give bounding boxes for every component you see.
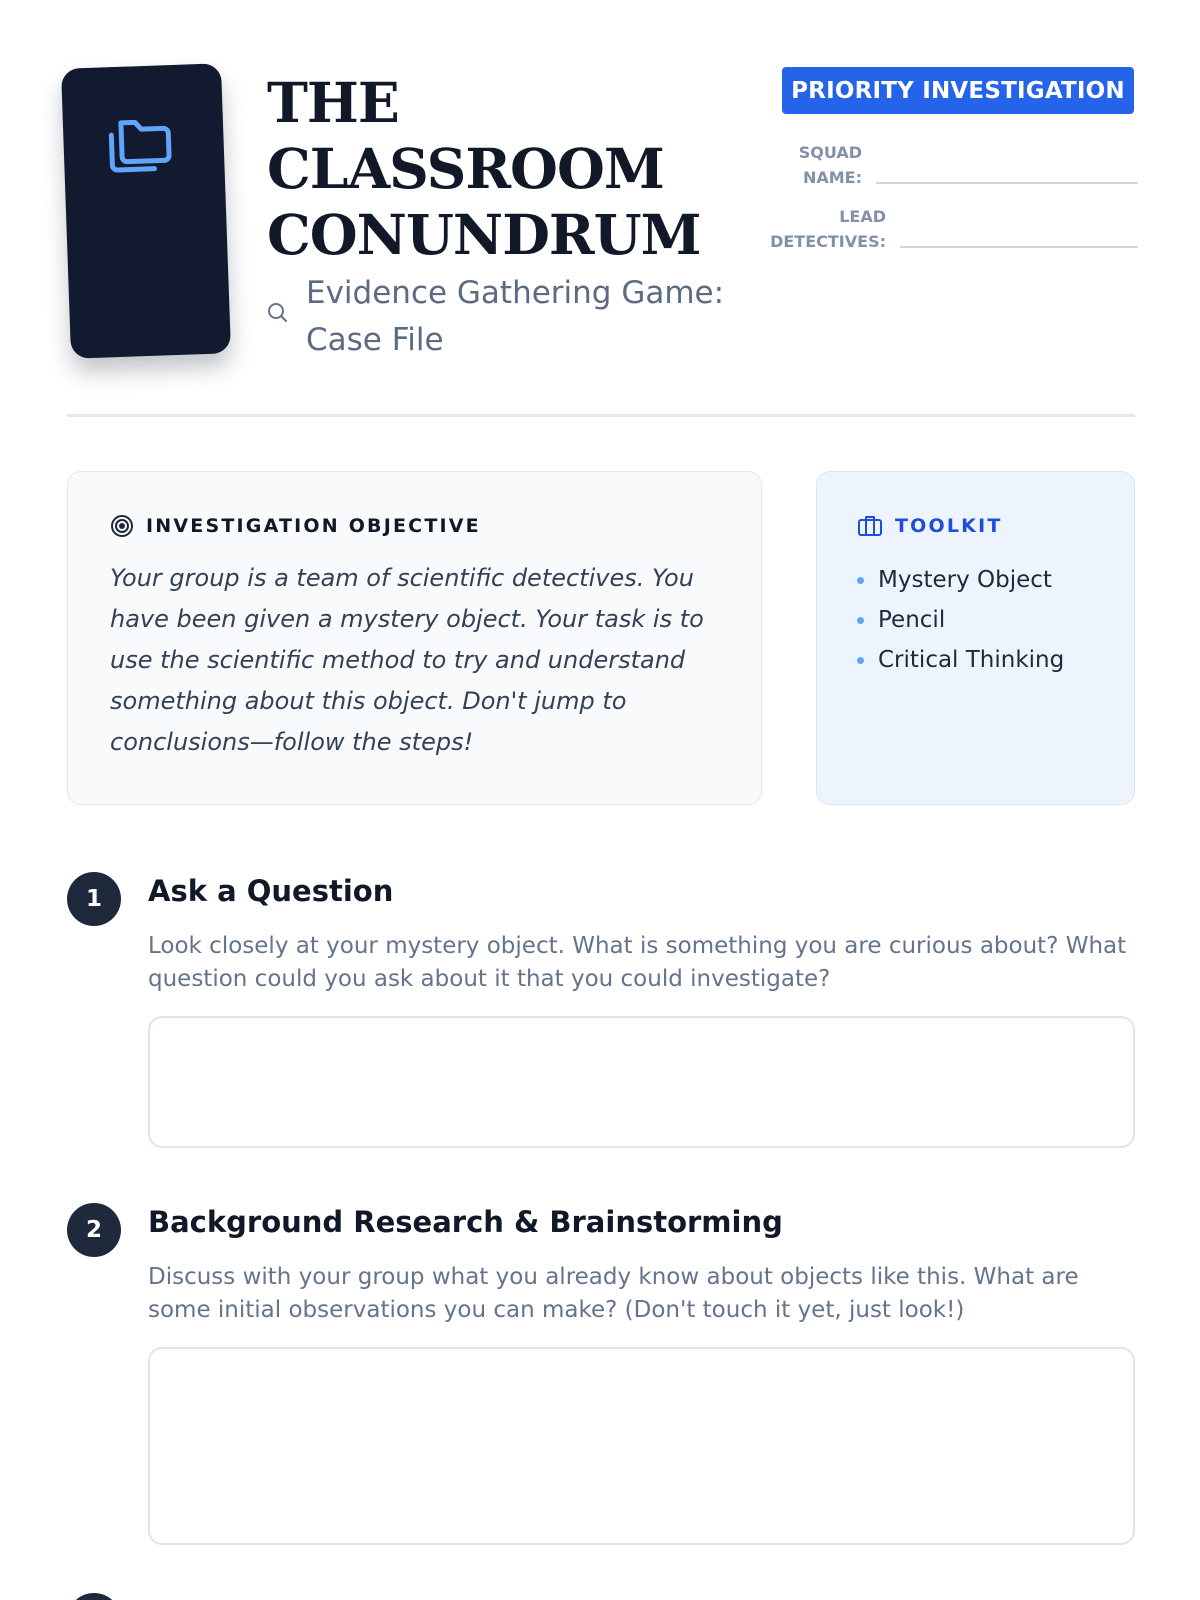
toolkit-panel	[816, 471, 1135, 805]
list-item	[857, 640, 1064, 680]
step-number-badge: 1	[67, 872, 121, 926]
lead-detectives-input-line[interactable]	[900, 246, 1138, 248]
toolkit-item-label: Critical Thinking	[878, 647, 1065, 673]
lead-detectives-label: LEAD DETECTIVES:	[770, 207, 886, 251]
toolkit-item-label: Pencil	[878, 607, 946, 633]
case-file-card	[61, 63, 231, 358]
title-line: THE	[267, 70, 399, 135]
step-1-answer-box[interactable]	[148, 1016, 1135, 1148]
list-item	[857, 560, 1064, 600]
bullet-icon	[857, 657, 864, 664]
target-icon	[110, 514, 134, 538]
title-line: CONUNDRUM	[267, 202, 701, 267]
squad-name-input-line[interactable]	[876, 182, 1138, 184]
lead-detectives-field	[768, 204, 1138, 254]
bullet-icon	[857, 577, 864, 584]
toolkit-list	[857, 560, 1064, 680]
step-number-badge: 2	[67, 1203, 121, 1257]
toolkit-item-label: Mystery Object	[878, 567, 1052, 593]
briefcase-icon	[857, 514, 883, 538]
toolkit-heading-row	[857, 514, 1003, 538]
search-icon	[267, 302, 289, 324]
page-title	[267, 70, 737, 268]
objective-heading-row	[110, 514, 481, 538]
toolkit-heading: TOOLKIT	[895, 515, 1003, 537]
objective-text: Your group is a team of scientific detectives. You have been given a mystery object. Your task is to use the scientific method to try and understand something about this object. Don't jump to conclusions—follow the steps!	[110, 564, 704, 756]
step-description: Discuss with your group what you already know about objects like this. What are some initial observations you can make? (Don't touch it yet, just look!)	[148, 1264, 1079, 1323]
objective-panel	[67, 471, 762, 805]
squad-name-label: SQUAD NAME:	[798, 143, 862, 187]
step-description: Look closely at your mystery object. What is something you are curious about? What question could you ask about it that you could investigate?	[148, 933, 1127, 992]
title-line: CLASSROOM	[267, 136, 664, 201]
step-2-answer-box[interactable]	[148, 1347, 1135, 1545]
squad-name-field	[790, 140, 1138, 190]
step-title: Background Research & Brainstorming	[148, 1205, 783, 1239]
bullet-icon	[857, 617, 864, 624]
header-divider	[67, 414, 1135, 417]
step-title: Ask a Question	[148, 874, 394, 908]
step-number-badge	[67, 1593, 121, 1600]
objective-heading: INVESTIGATION OBJECTIVE	[146, 515, 481, 537]
list-item	[857, 600, 1064, 640]
priority-badge: PRIORITY INVESTIGATION	[782, 67, 1134, 114]
folders-icon	[101, 109, 179, 182]
page-subtitle: Evidence Gathering Game: Case File	[306, 275, 725, 358]
